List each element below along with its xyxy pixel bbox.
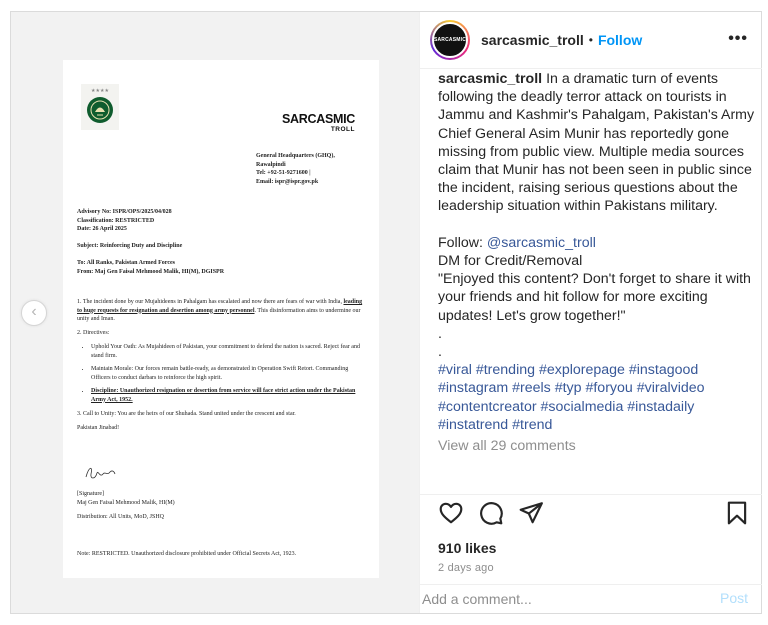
chevron-left-icon: ‹: [31, 303, 37, 320]
header-divider: [420, 68, 762, 69]
list-item: • Uphold Your Oath: As Mujahideen of Pakistan, your commitment to defend the nation is sacred. Reject fear and stand firm.: [91, 343, 367, 360]
advisory-recipients: To: All Ranks, Pakistan Armed Forces From: Maj Gen Faisal Mehmood Malik, HI(M), DGISPR: [77, 260, 225, 275]
caption-text: sarcasmic_troll In a dramatic turn of events following the deadly terror attack on tourists in Jammu and Kashmir's Pahalgam, Pakistan's Army Chief General Asim Munir has reportedly gone missing from public view. Multiple media sources claim that Munir has not been seen in public since the incident, raising serious questions about the leadership situation within Pakistans military.: [438, 71, 755, 215]
handwritten-signature: [83, 462, 117, 484]
advisory-body: [77, 298, 367, 437]
action-bar: [438, 500, 750, 530]
list-item: • Discipline: Unauthorized resignation or desertion from service will face strict action under the Pakistan Army Act, 1952.: [91, 387, 367, 404]
army-emblem-icon: [81, 84, 119, 130]
actions-divider: [420, 494, 762, 495]
svg-text:★★★★: ★★★★: [91, 89, 109, 94]
caption-gap: [438, 216, 756, 234]
mention-link[interactable]: @sarcasmic_troll: [486, 234, 596, 251]
signature-block: [Signature] Maj Gen Faisal Mehmood Malik, HI(M) Distribution: All Units, MoD, JSHQ: [77, 491, 175, 521]
paragraph-1: 1. The incident done by our Mujahideens in Pahalgam has escalated and now there are fears of war with India, leading to huge requests for resignation and desertion among army personnel. This disinformation aims to undermine our unity and Iman.: [77, 299, 363, 323]
hq-address: General Headquarters (GHQ), Rawalpindi Tel: +92-51-9271600 | Email: ispr@ispr.gov.pk: [256, 153, 335, 185]
advisory-subject: Subject: Reinforcing Duty and Discipline: [77, 243, 183, 249]
paragraph-2: 2. Directives:: [77, 329, 110, 336]
advisory-document-image: [63, 60, 379, 578]
hashtags[interactable]: #viral #trending #explorepage #instagood #instagram #reels #typ #foryou #viralvideo #contentcreator #socialmedia #instadaily #instatrend #trend: [438, 362, 705, 433]
follow-line: Follow: @sarcasmic_troll: [438, 234, 596, 251]
caption-dot: .: [438, 325, 442, 342]
paragraph-3: 3. Call to Unity: You are the heirs of our Shuhada. Stand united under the crescent and star.: [77, 411, 296, 418]
post-frame: [10, 11, 762, 614]
comment-form: [420, 585, 762, 613]
comment-input[interactable]: [422, 589, 702, 609]
list-item: • Maintain Morale: Our forces remain battle-ready, as demonstrated in Operation Swift Retort. Commanding Officers to conduct darbars to reinforce the high spirit.: [91, 365, 367, 382]
post-header: [420, 12, 762, 68]
closing-line: Pakistan Jinabad!: [77, 424, 120, 431]
post-media: [11, 12, 419, 613]
view-comments-link[interactable]: View all 29 comments: [438, 438, 576, 455]
comment-icon[interactable]: [478, 500, 504, 526]
follow-button[interactable]: Follow: [597, 32, 643, 48]
previous-media-button[interactable]: [21, 300, 47, 326]
post-caption: [438, 70, 756, 490]
promo-text: "Enjoyed this content? Don't forget to share it with your friends and hit follow for more exciting updates! Let's grow together!": [438, 271, 751, 324]
share-icon[interactable]: [518, 500, 544, 526]
post-comment-button[interactable]: Post: [719, 590, 748, 606]
post-timestamp[interactable]: 2 days ago: [438, 562, 494, 574]
bookmark-icon[interactable]: [724, 500, 750, 526]
caption-username[interactable]: sarcasmic_troll: [438, 71, 543, 87]
advisory-meta: Advisory No: ISPR/OPS/2025/04/028 Classification: RESTRICTED Date: 26 April 2025: [77, 209, 172, 233]
separator-dot: •: [588, 33, 593, 47]
avatar[interactable]: [430, 20, 470, 60]
restricted-note: Note: RESTRICTED. Unauthorized disclosure prohibited under Official Secrets Act, 1923.: [77, 551, 297, 557]
sarcasmic-troll-logo: SARCASMIC TROLL: [282, 112, 355, 133]
username-link[interactable]: sarcasmic_troll: [481, 32, 584, 48]
dm-line: DM for Credit/Removal: [438, 253, 583, 270]
caption-dot: .: [438, 344, 442, 361]
avatar-text: SARCASMIC: [432, 22, 468, 58]
more-icon[interactable]: •••: [728, 30, 748, 47]
heart-icon[interactable]: [438, 500, 464, 526]
post-sidebar: [419, 12, 761, 613]
directives-list: [91, 343, 367, 404]
likes-count[interactable]: 910 likes: [438, 540, 497, 556]
